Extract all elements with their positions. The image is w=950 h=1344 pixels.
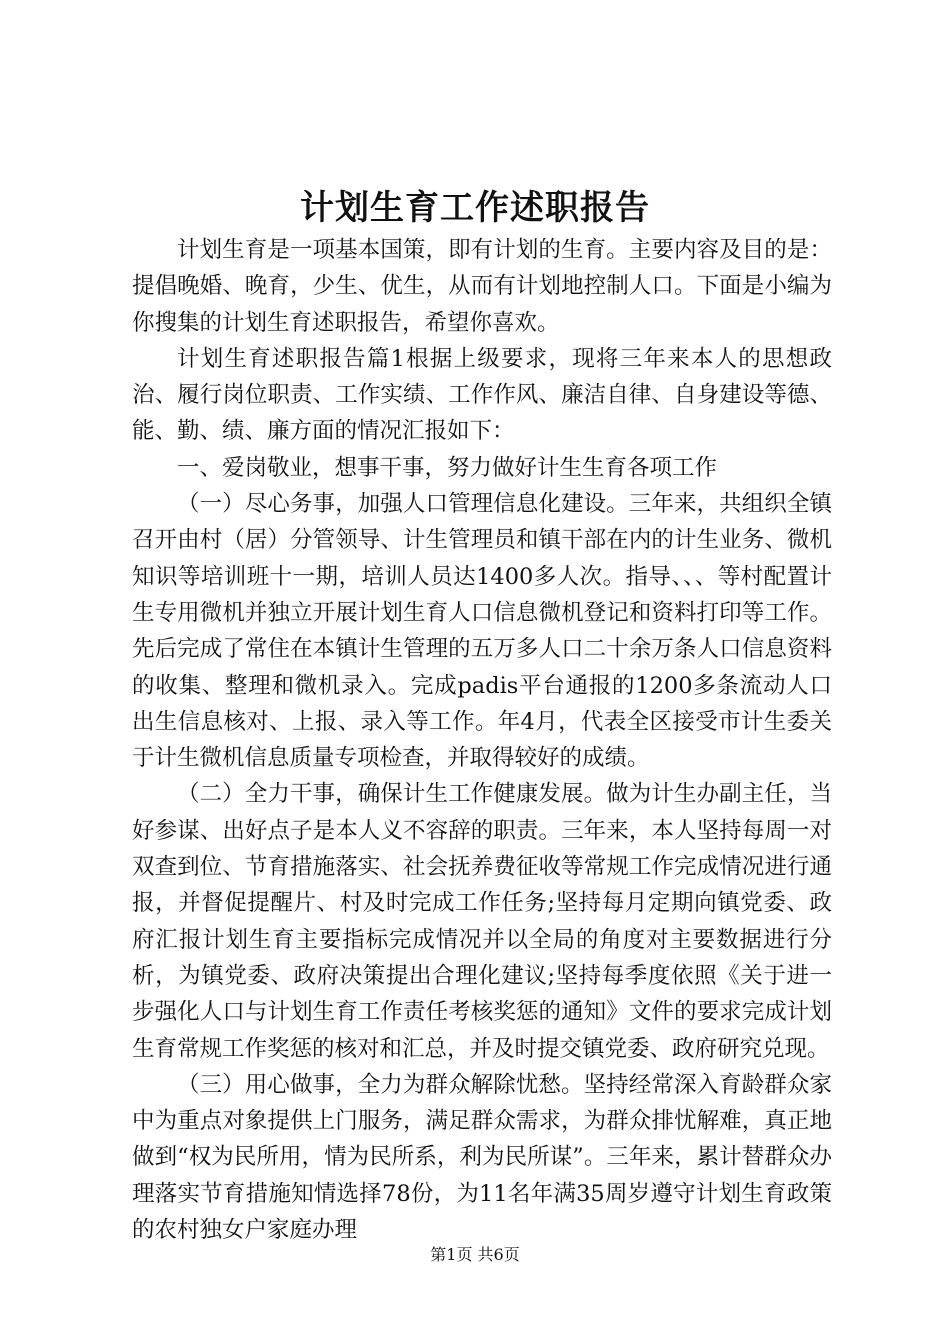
section-heading-1: 一、爱岗敬业，想事干事，努力做好计生生育各项工作: [177, 454, 718, 481]
paragraph-report-opening: 计划生育述职报告篇1根据上级要求，现将三年来本人的思想政治、履行岗位职责、工作实绩、工作作风、廉洁自律、自身建设等德、能、勤、绩、廉方面的情况汇报如下：: [132, 345, 832, 445]
document-body: [132, 232, 832, 1248]
paragraph-subsection-2: （二）全力干事，确保计生工作健康发展。做为计生办副主任，当好参谋、出好点子是本人义不容辞的职责。三年来，本人坚持每周一对双查到位、节育措施落实、社会抚养费征收等常规工作完成情况进行通报，并督促提醒片、村及时完成工作任务;坚持每月定期向镇党委、政府汇报计划生育主要指标完成情况并以全局的角度对主要数据进行分析，为镇党委、政府决策提出合理化建议;坚持每季度依照《关于进一步强化人口与计划生育工作责任考核奖惩的通知》文件的要求完成计划生育常规工作奖惩的核对和汇总，并及时提交镇党委、政府研究兑现。: [132, 781, 832, 1062]
document-title: 计划生育工作述职报告: [300, 188, 650, 228]
paragraph-subsection-1: （一）尽心务事，加强人口管理信息化建设。三年来，共组织全镇召开由村（居）分管领导、计生管理员和镇干部在内的计生业务、微机知识等培训班十一期，培训人员达1400多人次。指导、、、等村配置计生专用微机并独立开展计划生育人口信息微机登记和资料打印等工作。先后完成了常住在本镇计生管理的五万多人口二十余万条人口信息资料的收集、整理和微机录入。完成padis平台通报的1200多条流动人口出生信息核对、上报、录入等工作。年4月，代表全区接受市计生委关于计生微机信息质量专项检查，并取得较好的成绩。: [132, 491, 832, 772]
paragraph-subsection-3: （三）用心做事，全力为群众解除忧愁。坚持经常深入育龄群众家中为重点对象提供上门服务，满足群众需求，为群众排忧解难，真正地做到“权为民所用，情为民所系，利为民所谋”。三年来，累计替群众办理落实节育措施知情选择78份，为11名年满35周岁遵守计划生育政策的农村独女户家庭办理: [132, 1071, 832, 1244]
page-number-footer: 第1页 共6页: [430, 1245, 520, 1264]
paragraph-intro: 计划生育是一项基本国策，即有计划的生育。主要内容及目的是：提倡晚婚、晚育，少生、优生，从而有计划地控制人口。下面是小编为你搜集的计划生育述职报告，希望你喜欢。: [132, 237, 832, 336]
